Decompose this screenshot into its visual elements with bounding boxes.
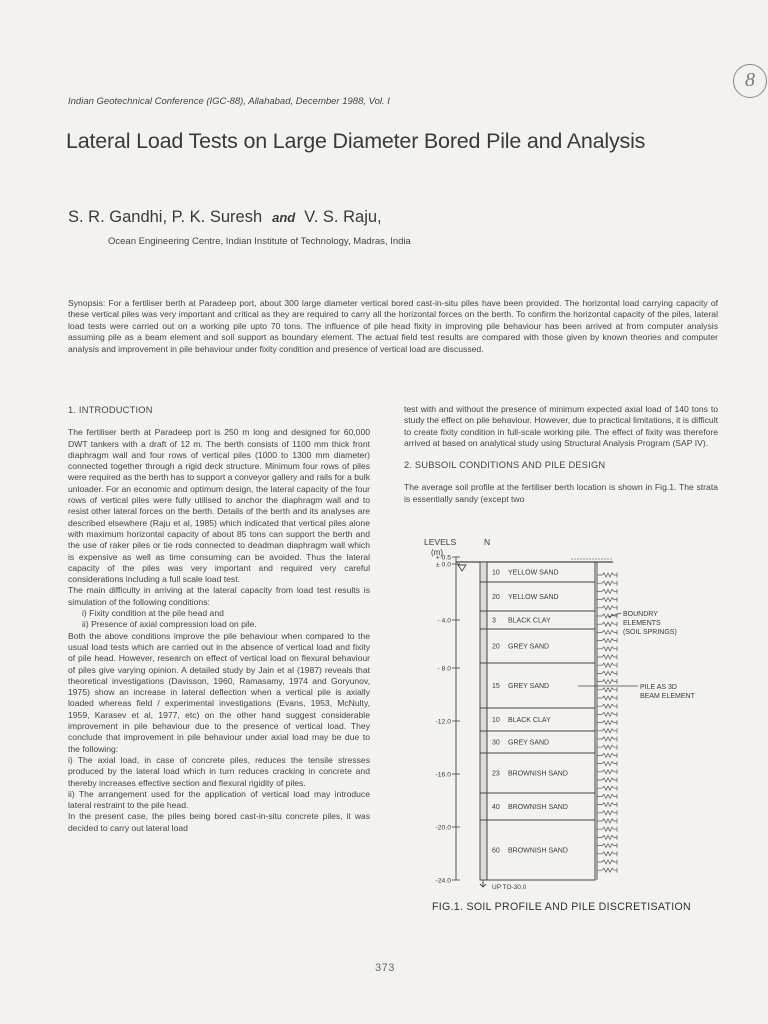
layer-n-value: 20: [492, 643, 500, 651]
condition-item-2: ii) Presence of axial compression load on pile.: [82, 619, 257, 630]
level-tick-label: + 0.5: [435, 554, 451, 562]
soil-spring-icon: [597, 589, 617, 593]
soil-spring-icon: [597, 868, 617, 872]
soil-spring-icon: [597, 688, 617, 692]
level-tick-label: -20.0: [435, 824, 451, 832]
level-tick-label: - 8.0: [437, 665, 451, 673]
authors-and: and: [272, 210, 296, 225]
soil-spring-icon: [597, 786, 617, 790]
soil-spring-icon: [597, 663, 617, 667]
n-label: N: [484, 537, 491, 547]
soil-profile-diagram: [418, 535, 718, 900]
level-tick-label: - 4.0: [437, 617, 451, 625]
soil-spring-icon: [597, 737, 617, 741]
soil-spring-icon: [597, 835, 617, 839]
layer-soil-name: BLACK CLAY: [508, 717, 551, 724]
soil-spring-icon: [597, 712, 617, 716]
author-line: [68, 208, 382, 227]
layer-n-value: 10: [492, 717, 500, 724]
level-tick-label: -12.0: [435, 718, 451, 726]
layer-n-value: 3: [492, 617, 496, 625]
layer-soil-name: YELLOW SAND: [508, 594, 559, 601]
right-paragraph-1: test with and without the presence of minimum expected axial load of 140 tons to study the effect on pile behaviour. However, due to practical limitations, it is difficult to create fixity condition in full-scale working pile. The effect of fixity was therefore arrived at based on analytical study using Structural Analysis Program (SAP IV).: [404, 404, 718, 448]
level-tick-label: -16.0: [435, 771, 451, 779]
affiliation: Ocean Engineering Centre, Indian Institute of Technology, Madras, India: [108, 236, 411, 247]
layer-soil-name: GREY SAND: [508, 643, 550, 651]
soil-spring-icon: [597, 794, 617, 798]
page-circle-number: 8: [733, 64, 767, 98]
soil-spring-icon: [597, 819, 617, 823]
paper-title: Lateral Load Tests on Large Diameter Bored Pile and Analysis: [66, 129, 646, 153]
pile-label-line2: BEAM ELEMENT: [640, 693, 695, 700]
synopsis: Synopsis: For a fertiliser berth at Paradeep port, about 300 large diameter vertical bored cast-in-situ piles have been provided. The horizontal load carrying capacity of these vertical piles was very important and critical as they are required to carry all the horizontal forces on the berth. To confirm the horizontal capacity of the piles, lateral load tests were carried out on a working pile upto 70 tons. The influence of pile head fixity in improving pile behaviour has been arrived at from computer analysis assuming pile as a beam element and soil support as boundary element. The actual field test results are compared with those given by known theories and computer analysis and improvement in pile behaviour under fixity condition and presence of vertical load are discussed.: [68, 298, 718, 354]
intro-paragraph-2: The main difficulty in arriving at the lateral capacity from load test results is simulation of the following conditions:: [68, 585, 370, 607]
layer-soil-name: GREY SAND: [508, 739, 550, 747]
soil-spring-icon: [597, 803, 617, 807]
pile-label-line1: PILE AS 3D: [640, 684, 677, 691]
soil-spring-icon: [597, 704, 617, 708]
intro-paragraph-1: The fertiliser berth at Paradeep port is 250 m long and designed for 60,000 DWT tankers with a draft of 12 m. The berth consists of 1100 mm thick front diaphragm wall and four rows of vertical piles (1000 to 1300 mm diameter) connected together through a rigid deck structure. Minimum four rows of piles were required as the berth has to support a conveyor gallery and rails for a bulk unloader. For an economic and optimum design, the lateral capacity of the four rows of vertical piles were fully utilised to anchor the diaphragm wall and to resist other lateral forces on the berth. Details of the berth and its analyses are described elsewhere (Raju et al, 1985) which indicated that vertical piles alone with maximum horizontal capacity of about 85 tons can support the berth and the use of raker piles or tie rods connected to deadman diaphragm wall which is expensive as well as time consuming can be avoided. Thus the lateral capacity of the piles was very important and required very careful considerations including a full scale load test.: [68, 427, 370, 585]
layer-n-value: 15: [492, 683, 500, 690]
soil-spring-icon: [597, 622, 617, 626]
soil-spring-icon: [597, 598, 617, 602]
figure-soil-profile: [418, 535, 718, 900]
soil-spring-icon: [597, 729, 617, 733]
intro-paragraph-3: Both the above conditions improve the pile behaviour when compared to the usual load tests which are carried out in the absence of vertical load and fixity of pile head. However, research on effect of vertical load on flexural behaviour of piles give varying opinion. A detailed study by Jain et al (1987) reveals that theoretical investigations (Davisson, 1960, Ramasamy, 1974 and Goryunov, 1975) show an increase in lateral deflection when a vertical pile is axially loaded whereas field / experimental investigations (Evans, 1953, McNulty, 1959, Karasev et al, 1977, etc) on the other hand suggest considerable improvement in pile behaviour due to the presence of vertical load. They conclude that improvement in pile behaviour under axial load may be due to the following:: [68, 630, 370, 754]
soil-spring-icon: [597, 630, 617, 634]
levels-label: LEVELS: [424, 537, 457, 547]
layer-soil-name: GREY SAND: [508, 683, 550, 690]
left-column: [68, 405, 370, 834]
level-tick-label: -24.0: [435, 877, 451, 885]
soil-spring-icon: [597, 671, 617, 675]
soil-spring-icon: [597, 680, 617, 684]
soil-spring-icon: [597, 770, 617, 774]
soil-spring-icon: [597, 573, 617, 577]
figure-caption: FIG.1. SOIL PROFILE AND PILE DISCRETISATION: [432, 901, 691, 913]
soil-spring-icon: [597, 827, 617, 831]
layer-labels: [492, 570, 568, 855]
soil-spring-icon: [597, 639, 617, 643]
right-paragraph-2: The average soil profile at the fertiliser berth location is shown in Fig.1. The strata is essentially sandy (except two: [404, 482, 718, 504]
layer-soil-name: YELLOW SAND: [508, 569, 559, 577]
soil-spring-icon: [597, 778, 617, 782]
soil-springs: [597, 573, 617, 873]
authors-second: V. S. Raju,: [304, 208, 382, 226]
boundary-label-line1: BOUNDRY: [623, 611, 658, 618]
boundary-leader-line: [608, 613, 621, 617]
authors-first: S. R. Gandhi, P. K. Suresh: [68, 208, 263, 226]
soil-spring-icon: [597, 581, 617, 585]
intro-paragraph-6: In the present case, the piles being bored cast-in-situ concrete piles, it was decided to carry out lateral load: [68, 811, 370, 833]
pile-tip-arrow-icon: [480, 880, 486, 887]
soil-spring-icon: [597, 762, 617, 766]
layer-n-value: 10: [492, 569, 500, 577]
layer-n-value: 20: [492, 594, 500, 601]
layer-soil-name: BROWNISH SAND: [508, 847, 568, 855]
levels-unit: (m): [431, 548, 443, 557]
soil-spring-icon: [597, 753, 617, 757]
soil-spring-icon: [597, 721, 617, 725]
layer-n-value: 60: [492, 847, 500, 855]
intro-paragraph-5: ii) The arrangement used for the application of vertical load may introduce lateral restraint to the pile head.: [68, 788, 370, 811]
soil-spring-icon: [597, 860, 617, 864]
soil-spring-icon: [597, 606, 617, 610]
soil-spring-icon: [597, 696, 617, 700]
layer-n-value: 40: [492, 804, 500, 811]
section-heading-introduction: 1. INTRODUCTION: [68, 405, 153, 415]
layer-n-value: 30: [492, 739, 500, 747]
soil-spring-icon: [597, 844, 617, 848]
water-table-icon: [458, 565, 466, 571]
soil-spring-icon: [597, 655, 617, 659]
condition-item-1: i) Fixity condition at the pile head and: [82, 608, 224, 619]
soil-spring-icon: [597, 811, 617, 815]
pile-shaft: [480, 562, 487, 880]
section-heading-subsoil: 2. SUBSOIL CONDITIONS AND PILE DESIGN: [404, 460, 606, 471]
level-tick-label: ± 0.0: [435, 561, 451, 569]
right-column: [404, 404, 718, 505]
intro-paragraph-4: i) The axial load, in case of concrete piles, reduces the tensile stresses produced by the lateral load which in turn reduces cracking in concrete and thereby increases effective section and flexural rigidity of piles.: [68, 754, 370, 788]
boundary-label-line3: (SOIL SPRINGS): [623, 629, 677, 636]
layer-soil-name: BLACK CLAY: [508, 617, 551, 625]
n-bottom-label: UP TO-30.0: [492, 884, 527, 891]
soil-spring-icon: [597, 852, 617, 856]
soil-spring-icon: [597, 647, 617, 651]
layer-soil-name: BROWNISH SAND: [508, 804, 568, 811]
page-number: 373: [375, 962, 395, 974]
layer-n-value: 23: [492, 770, 500, 778]
soil-spring-icon: [597, 614, 617, 618]
soil-spring-icon: [597, 745, 617, 749]
layer-soil-name: BROWNISH SAND: [508, 770, 568, 778]
conference-header: Indian Geotechnical Conference (IGC-88), Allahabad, December 1988, Vol. I: [68, 96, 390, 107]
boundary-label-line2: ELEMENTS: [623, 620, 661, 627]
